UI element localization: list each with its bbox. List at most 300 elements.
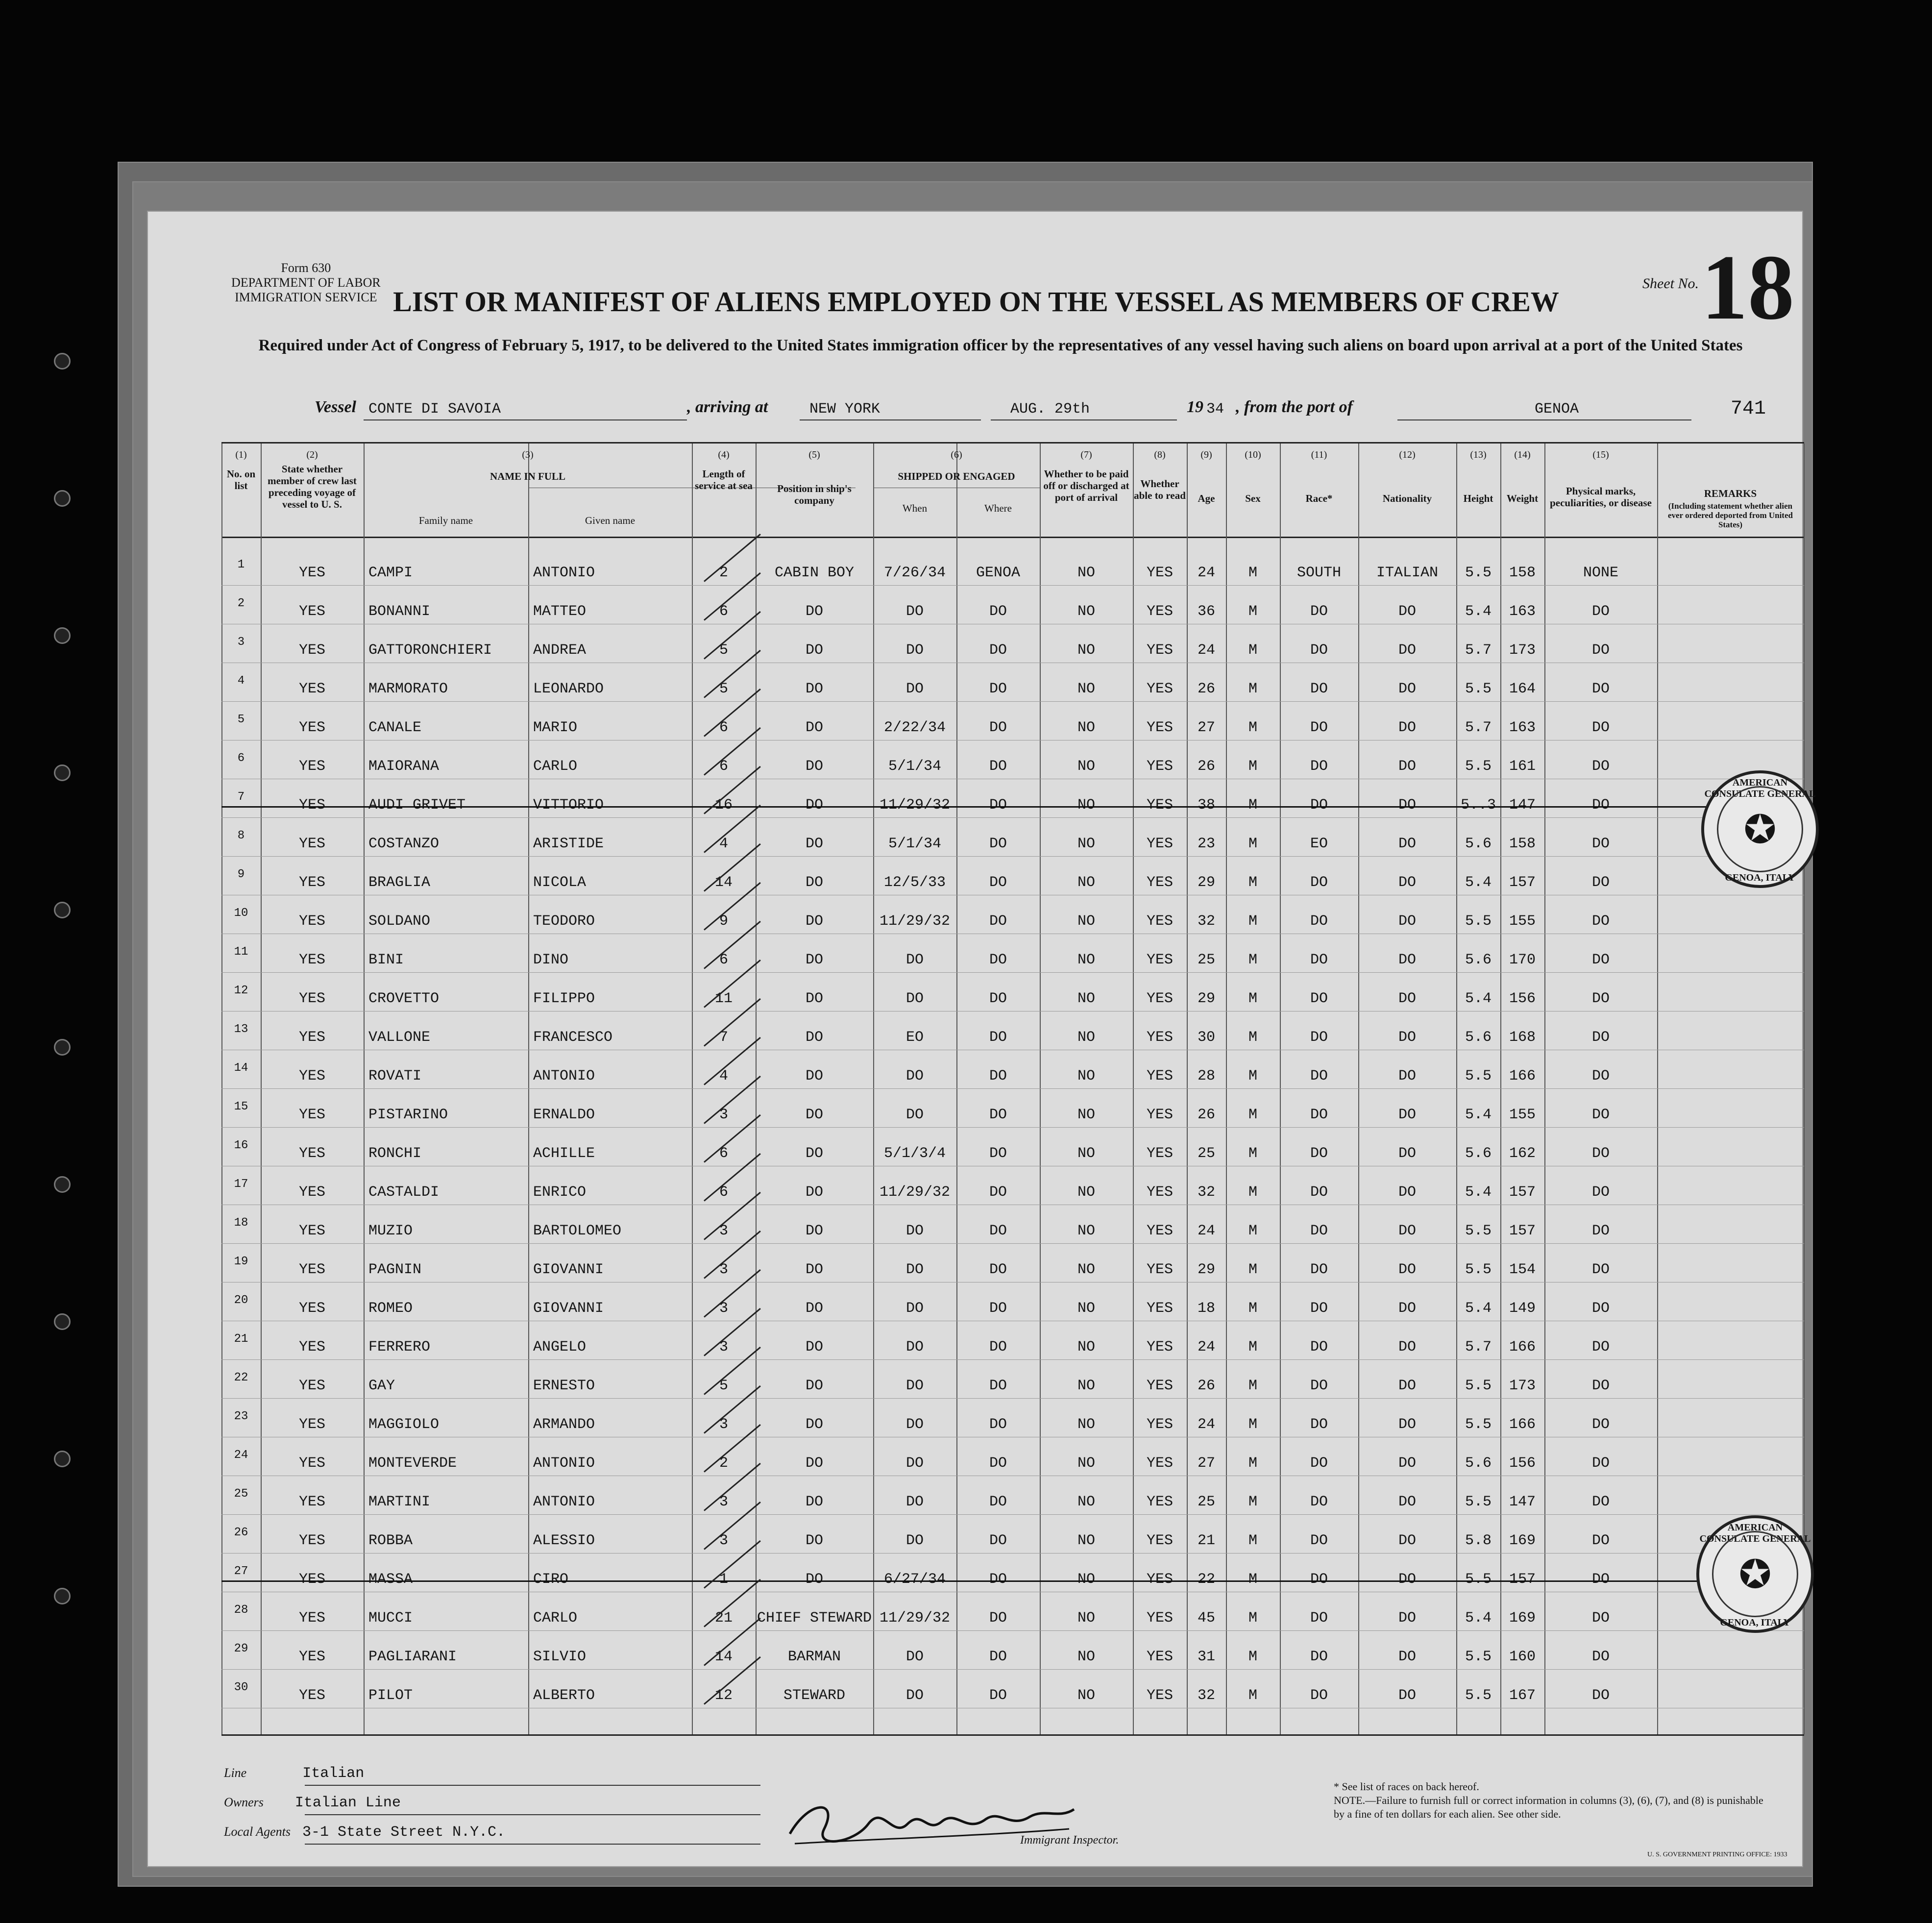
cell-family: VALLONE — [368, 1029, 431, 1046]
cell-when: EO — [905, 1029, 924, 1046]
cell-age: 27 — [1197, 719, 1215, 736]
cell-where: GENOA — [976, 565, 1020, 581]
cell-sex: M — [1248, 952, 1257, 968]
cell-sex: M — [1248, 1416, 1257, 1433]
table-row — [221, 1287, 1804, 1326]
cell-height: 5.4 — [1465, 1184, 1492, 1201]
cell-nat: DO — [1398, 1687, 1416, 1704]
cell-race: DO — [1310, 1223, 1328, 1239]
cell-sex: M — [1248, 1107, 1257, 1123]
cell-when: 11/29/32 — [879, 797, 951, 814]
cell-marks: DO — [1591, 1610, 1610, 1627]
cell-service: 12 — [714, 1687, 733, 1704]
cell-where: DO — [989, 874, 1007, 891]
handwritten-marker: 741 — [1731, 398, 1766, 420]
cell-read: YES — [1146, 1687, 1173, 1704]
cell-when: 12/5/33 — [883, 874, 946, 891]
table-row — [221, 1442, 1804, 1480]
cell-paid: NO — [1077, 1494, 1095, 1510]
cell-age: 32 — [1197, 913, 1215, 930]
cell-given: BARTOLOMEO — [533, 1223, 622, 1239]
cell-age: 27 — [1197, 1455, 1215, 1472]
cell-sex: M — [1248, 1610, 1257, 1627]
cell-given: SILVIO — [533, 1649, 587, 1665]
cell-service: 7 — [719, 1029, 728, 1046]
cell-prev: YES — [298, 1300, 325, 1317]
cell-height: 5.5 — [1465, 1223, 1492, 1239]
inspector-title: Immigrant Inspector. — [1020, 1834, 1119, 1847]
col-num-1: (1) — [235, 449, 247, 460]
col-header-race: Race* — [1305, 493, 1333, 504]
cell-prev: YES — [298, 1494, 325, 1510]
penalty-note: NOTE.—Failure to furnish full or correct information in columns (3), (6), (7), and (8) is punishable by a fine of ten dollars for each alien. See other side. — [1334, 1794, 1763, 1820]
cell-height: 5..3 — [1460, 797, 1496, 814]
cell-service: 5 — [719, 681, 728, 697]
cell-given: ANDREA — [533, 642, 587, 659]
cell-height: 5.6 — [1465, 952, 1492, 968]
cell-read: YES — [1146, 913, 1173, 930]
cell-read: YES — [1146, 681, 1173, 697]
cell-when: 11/29/32 — [879, 913, 951, 930]
cell-where: DO — [989, 1687, 1007, 1704]
cell-nat: DO — [1398, 1532, 1416, 1549]
cell-given: CIRO — [533, 1571, 569, 1588]
sheet-number-label: Sheet No. — [1642, 275, 1699, 292]
cell-nat: DO — [1398, 1261, 1416, 1278]
cell-marks: DO — [1591, 1455, 1610, 1472]
cell-read: YES — [1146, 1184, 1173, 1201]
cell-race: DO — [1310, 1455, 1328, 1472]
cell-read: YES — [1146, 836, 1173, 852]
table-row — [221, 1558, 1804, 1597]
cell-height: 5.8 — [1465, 1532, 1492, 1549]
cell-when: 11/29/32 — [879, 1610, 951, 1627]
cell-service: 3 — [719, 1339, 728, 1356]
cell-race: DO — [1310, 990, 1328, 1007]
cell-weight: 147 — [1509, 1494, 1536, 1510]
cell-when: 5/1/3/4 — [883, 1145, 946, 1162]
cell-height: 5.5 — [1465, 758, 1492, 775]
cell-position: BARMAN — [787, 1649, 841, 1665]
cell-given: NICOLA — [533, 874, 587, 891]
cell-nat: DO — [1398, 1068, 1416, 1085]
cell-prev: YES — [298, 1687, 325, 1704]
cell-weight: 173 — [1509, 1378, 1536, 1394]
cell-race: DO — [1310, 1378, 1328, 1394]
cell-weight: 166 — [1509, 1339, 1536, 1356]
cell-no: 1 — [237, 558, 245, 571]
cell-marks: DO — [1591, 1068, 1610, 1085]
col-num-11: (11) — [1311, 449, 1327, 460]
cell-height: 5.6 — [1465, 836, 1492, 852]
col-num-12: (12) — [1399, 449, 1416, 460]
cell-family: BINI — [368, 952, 404, 968]
col-header-height: Height — [1463, 493, 1493, 504]
cell-when: DO — [905, 1261, 924, 1278]
col-num-13: (13) — [1470, 449, 1487, 460]
cell-race: SOUTH — [1296, 565, 1341, 581]
cell-age: 25 — [1197, 952, 1215, 968]
cell-prev: YES — [298, 1184, 325, 1201]
cell-marks: DO — [1591, 990, 1610, 1007]
cell-height: 5.6 — [1465, 1145, 1492, 1162]
cell-weight: 169 — [1509, 1532, 1536, 1549]
cell-height: 5.5 — [1465, 1068, 1492, 1085]
cell-service: 2 — [719, 565, 728, 581]
cell-service: 11 — [714, 990, 733, 1007]
cell-where: DO — [989, 1300, 1007, 1317]
cell-marks: DO — [1591, 836, 1610, 852]
cell-position: CABIN BOY — [774, 565, 855, 581]
binder-hole — [54, 764, 71, 781]
footer-owners-row — [224, 1795, 401, 1811]
table-row — [221, 1674, 1804, 1713]
cell-age: 29 — [1197, 990, 1215, 1007]
cell-race: DO — [1310, 913, 1328, 930]
cell-given: DINO — [533, 952, 569, 968]
cell-family: CAMPI — [368, 565, 413, 581]
form-number: Form 630 — [281, 261, 331, 275]
cell-given: GIOVANNI — [533, 1261, 604, 1278]
col-header-weight: Weight — [1506, 493, 1539, 504]
cell-no: 23 — [234, 1410, 248, 1423]
cell-given: ACHILLE — [533, 1145, 595, 1162]
col-header-family: Family name — [418, 515, 473, 526]
binder-hole — [54, 1313, 71, 1330]
cell-paid: NO — [1077, 1571, 1095, 1588]
col-header-nationality: Nationality — [1382, 493, 1432, 504]
cell-when: DO — [905, 603, 924, 620]
cell-no: 18 — [234, 1216, 248, 1230]
cell-nat: DO — [1398, 913, 1416, 930]
cell-service: 6 — [719, 758, 728, 775]
cell-prev: YES — [298, 681, 325, 697]
cell-race: DO — [1310, 1687, 1328, 1704]
cell-paid: NO — [1077, 1610, 1095, 1627]
cell-given: FRANCESCO — [533, 1029, 613, 1046]
cell-age: 32 — [1197, 1687, 1215, 1704]
consulate-stamp — [1701, 770, 1819, 888]
cell-family: COSTANZO — [368, 836, 440, 852]
cell-read: YES — [1146, 1455, 1173, 1472]
cell-age: 24 — [1197, 565, 1215, 581]
cell-race: DO — [1310, 1068, 1328, 1085]
cell-prev: YES — [298, 1532, 325, 1549]
cell-age: 30 — [1197, 1029, 1215, 1046]
cell-nat: DO — [1398, 874, 1416, 891]
table-row — [221, 745, 1804, 784]
cell-no: 8 — [237, 829, 245, 842]
eagle-seal-icon: ✪ — [1743, 806, 1777, 852]
cell-age: 29 — [1197, 1261, 1215, 1278]
cell-service: 3 — [719, 1532, 728, 1549]
cell-no: 19 — [234, 1255, 248, 1268]
cell-family: MASSA — [368, 1571, 413, 1588]
year-prefix: 19 — [1187, 398, 1203, 416]
cell-marks: DO — [1591, 758, 1610, 775]
cell-sex: M — [1248, 1571, 1257, 1588]
col-num-7: (7) — [1080, 449, 1092, 460]
manifest-sheet — [147, 211, 1816, 1867]
cell-when: DO — [905, 1107, 924, 1123]
col-header-remarks: REMARKS — [1704, 488, 1757, 499]
cell-weight: 163 — [1509, 603, 1536, 620]
cell-where: DO — [989, 1494, 1007, 1510]
cell-paid: NO — [1077, 913, 1095, 930]
cell-paid: NO — [1077, 719, 1095, 736]
form-department: DEPARTMENT OF LABOR — [231, 275, 381, 290]
cell-sex: M — [1248, 603, 1257, 620]
cell-height: 5.6 — [1465, 1455, 1492, 1472]
cell-where: DO — [989, 1184, 1007, 1201]
cell-family: MARTINI — [368, 1494, 431, 1510]
binder-hole — [54, 490, 71, 507]
owners-value: Italian Line — [294, 1795, 401, 1811]
cell-service: 2 — [719, 1455, 728, 1472]
cell-height: 5.4 — [1465, 990, 1492, 1007]
table-row — [221, 1248, 1804, 1287]
stamp-bottom-text: GENOA, ITALY — [1725, 872, 1795, 883]
cell-prev: YES — [298, 1339, 325, 1356]
col-num-3: (3) — [522, 449, 534, 460]
table-row — [221, 706, 1804, 745]
cell-weight: 155 — [1509, 1107, 1536, 1123]
cell-family: ROBBA — [368, 1532, 413, 1549]
table-row — [221, 1364, 1804, 1403]
col-header-no: No. on list — [226, 468, 256, 492]
cell-paid: NO — [1077, 642, 1095, 659]
cell-paid: NO — [1077, 1649, 1095, 1665]
cell-race: DO — [1310, 1494, 1328, 1510]
line-value: Italian — [302, 1765, 365, 1782]
cell-prev: YES — [298, 1378, 325, 1394]
cell-given: FILIPPO — [533, 990, 595, 1007]
cell-given: ALESSIO — [533, 1532, 595, 1549]
col-num-8: (8) — [1154, 449, 1166, 460]
cell-when: DO — [905, 642, 924, 659]
agents-label: Local Agents — [224, 1824, 291, 1839]
table-row — [221, 1597, 1804, 1635]
cell-race: DO — [1310, 1184, 1328, 1201]
cell-prev: YES — [298, 1610, 325, 1627]
col-header-paid-off: Whether to be paid off or discharged at port of arrival — [1043, 468, 1129, 503]
table-row — [221, 551, 1804, 590]
cell-sex: M — [1248, 1029, 1257, 1046]
cell-race: DO — [1310, 1029, 1328, 1046]
cell-family: BONANNI — [368, 603, 431, 620]
arrival-date: AUG. 29th — [1010, 401, 1090, 418]
cell-race: DO — [1310, 797, 1328, 814]
cell-when: DO — [905, 1455, 924, 1472]
col-header-age: Age — [1198, 493, 1215, 504]
cell-given: ARMANDO — [533, 1416, 595, 1433]
cell-no: 14 — [234, 1061, 248, 1075]
cell-race: DO — [1310, 642, 1328, 659]
cell-sex: M — [1248, 1068, 1257, 1085]
cell-position: DO — [805, 681, 823, 697]
cell-weight: 168 — [1509, 1029, 1536, 1046]
cell-service: 6 — [719, 1184, 728, 1201]
cell-given: ANGELO — [533, 1339, 587, 1356]
cell-weight: 158 — [1509, 836, 1536, 852]
cell-paid: NO — [1077, 990, 1095, 1007]
cell-weight: 161 — [1509, 758, 1536, 775]
from-port-label: , from the port of — [1236, 398, 1353, 416]
cell-given: ERNESTO — [533, 1378, 595, 1394]
printer-imprint: U. S. GOVERNMENT PRINTING OFFICE: 1933 — [1647, 1851, 1787, 1858]
cell-age: 24 — [1197, 1416, 1215, 1433]
cell-position: DO — [805, 1261, 823, 1278]
cell-paid: NO — [1077, 1300, 1095, 1317]
cell-weight: 160 — [1509, 1649, 1536, 1665]
cell-family: PAGNIN — [368, 1261, 422, 1278]
cell-family: CANALE — [368, 719, 422, 736]
cell-family: MAIORANA — [368, 758, 440, 775]
cell-paid: NO — [1077, 681, 1095, 697]
cell-race: DO — [1310, 1416, 1328, 1433]
cell-sex: M — [1248, 1339, 1257, 1356]
cell-family: PISTARINO — [368, 1107, 448, 1123]
cell-no: 15 — [234, 1100, 248, 1113]
cell-position: DO — [805, 990, 823, 1007]
cell-service: 16 — [714, 797, 733, 814]
cell-position: DO — [805, 1455, 823, 1472]
cell-service: 9 — [719, 913, 728, 930]
cell-read: YES — [1146, 1339, 1173, 1356]
cell-weight: 166 — [1509, 1416, 1536, 1433]
eagle-seal-icon: ✪ — [1738, 1551, 1772, 1597]
cell-sex: M — [1248, 1145, 1257, 1162]
table-row — [221, 784, 1804, 822]
cell-given: ANTONIO — [533, 1068, 595, 1085]
cell-position: DO — [805, 913, 823, 930]
cell-no: 2 — [237, 597, 245, 610]
cell-when: DO — [905, 990, 924, 1007]
binder-hole — [54, 1451, 71, 1467]
cell-service: 6 — [719, 603, 728, 620]
cell-position: DO — [805, 719, 823, 736]
cell-prev: YES — [298, 1223, 325, 1239]
cell-when: DO — [905, 1068, 924, 1085]
cell-nat: DO — [1398, 1223, 1416, 1239]
crew-manifest-table — [221, 442, 1804, 1736]
cell-position: DO — [805, 1184, 823, 1201]
cell-read: YES — [1146, 1494, 1173, 1510]
cell-position: DO — [805, 1300, 823, 1317]
cell-age: 38 — [1197, 797, 1215, 814]
cell-height: 5.4 — [1465, 603, 1492, 620]
cell-position: DO — [805, 1145, 823, 1162]
cell-marks: DO — [1591, 1107, 1610, 1123]
cell-nat: DO — [1398, 952, 1416, 968]
cell-nat: DO — [1398, 797, 1416, 814]
cell-family: MUCCI — [368, 1610, 413, 1627]
cell-position: DO — [805, 1378, 823, 1394]
voyage-line — [315, 398, 1736, 422]
col-header-previous-voyage: State whether member of crew last preceding voyage of vessel to U. S. — [268, 463, 357, 510]
cell-prev: YES — [298, 642, 325, 659]
table-row — [221, 900, 1804, 938]
cell-family: MUZIO — [368, 1223, 413, 1239]
cell-sex: M — [1248, 874, 1257, 891]
cell-when: 6/27/34 — [883, 1571, 946, 1588]
cell-sex: M — [1248, 1687, 1257, 1704]
cell-race: DO — [1310, 719, 1328, 736]
cell-marks: DO — [1591, 1649, 1610, 1665]
cell-age: 24 — [1197, 1223, 1215, 1239]
col-header-position: Position in ship's company — [777, 483, 852, 506]
cell-family: AUDI GRIVET — [368, 797, 466, 814]
cell-read: YES — [1146, 1378, 1173, 1394]
form-service: IMMIGRATION SERVICE — [235, 290, 377, 304]
cell-paid: NO — [1077, 952, 1095, 968]
cell-sex: M — [1248, 1494, 1257, 1510]
cell-prev: YES — [298, 1455, 325, 1472]
cell-when: DO — [905, 1223, 924, 1239]
cell-nat: DO — [1398, 1649, 1416, 1665]
consulate-stamp — [1696, 1515, 1814, 1633]
cell-height: 5.5 — [1465, 565, 1492, 581]
cell-sex: M — [1248, 1261, 1257, 1278]
cell-prev: YES — [298, 1571, 325, 1588]
cell-no: 12 — [234, 984, 248, 997]
cell-age: 26 — [1197, 758, 1215, 775]
cell-given: MATTEO — [533, 603, 587, 620]
cell-position: DO — [805, 1223, 823, 1239]
cell-read: YES — [1146, 719, 1173, 736]
table-row — [221, 1132, 1804, 1171]
cell-weight: 147 — [1509, 797, 1536, 814]
cell-read: YES — [1146, 797, 1173, 814]
col-num-2: (2) — [306, 449, 318, 460]
cell-paid: NO — [1077, 1029, 1095, 1046]
cell-position: DO — [805, 642, 823, 659]
cell-prev: YES — [298, 1261, 325, 1278]
cell-height: 5.7 — [1465, 1339, 1492, 1356]
cell-height: 5.5 — [1465, 913, 1492, 930]
cell-nat: ITALIAN — [1376, 565, 1439, 581]
cell-read: YES — [1146, 1571, 1173, 1588]
col-header-remarks-note: (Including statement whether alien ever ordered deported from United States) — [1668, 501, 1793, 529]
cell-weight: 157 — [1509, 1184, 1536, 1201]
cell-paid: NO — [1077, 758, 1095, 775]
cell-where: DO — [989, 1145, 1007, 1162]
cell-family: PILOT — [368, 1687, 413, 1704]
cell-no: 9 — [237, 868, 245, 881]
cell-no: 13 — [234, 1023, 248, 1036]
cell-height: 5.5 — [1465, 1378, 1492, 1394]
cell-where: DO — [989, 1610, 1007, 1627]
arriving-label: , arriving at — [687, 398, 768, 416]
cell-sex: M — [1248, 681, 1257, 697]
cell-paid: NO — [1077, 836, 1095, 852]
cell-race: DO — [1310, 1610, 1328, 1627]
cell-service: 14 — [714, 874, 733, 891]
cell-position: DO — [805, 1494, 823, 1510]
cell-sex: M — [1248, 719, 1257, 736]
cell-no: 27 — [234, 1565, 248, 1578]
cell-age: 31 — [1197, 1649, 1215, 1665]
cell-no: 3 — [237, 636, 245, 649]
cell-where: DO — [989, 1223, 1007, 1239]
cell-marks: DO — [1591, 1261, 1610, 1278]
cell-prev: YES — [298, 1649, 325, 1665]
cell-weight: 173 — [1509, 642, 1536, 659]
cell-read: YES — [1146, 874, 1173, 891]
col-header-where: Where — [984, 502, 1012, 514]
cell-no: 5 — [237, 713, 245, 726]
cell-family: MARMORATO — [368, 681, 448, 697]
